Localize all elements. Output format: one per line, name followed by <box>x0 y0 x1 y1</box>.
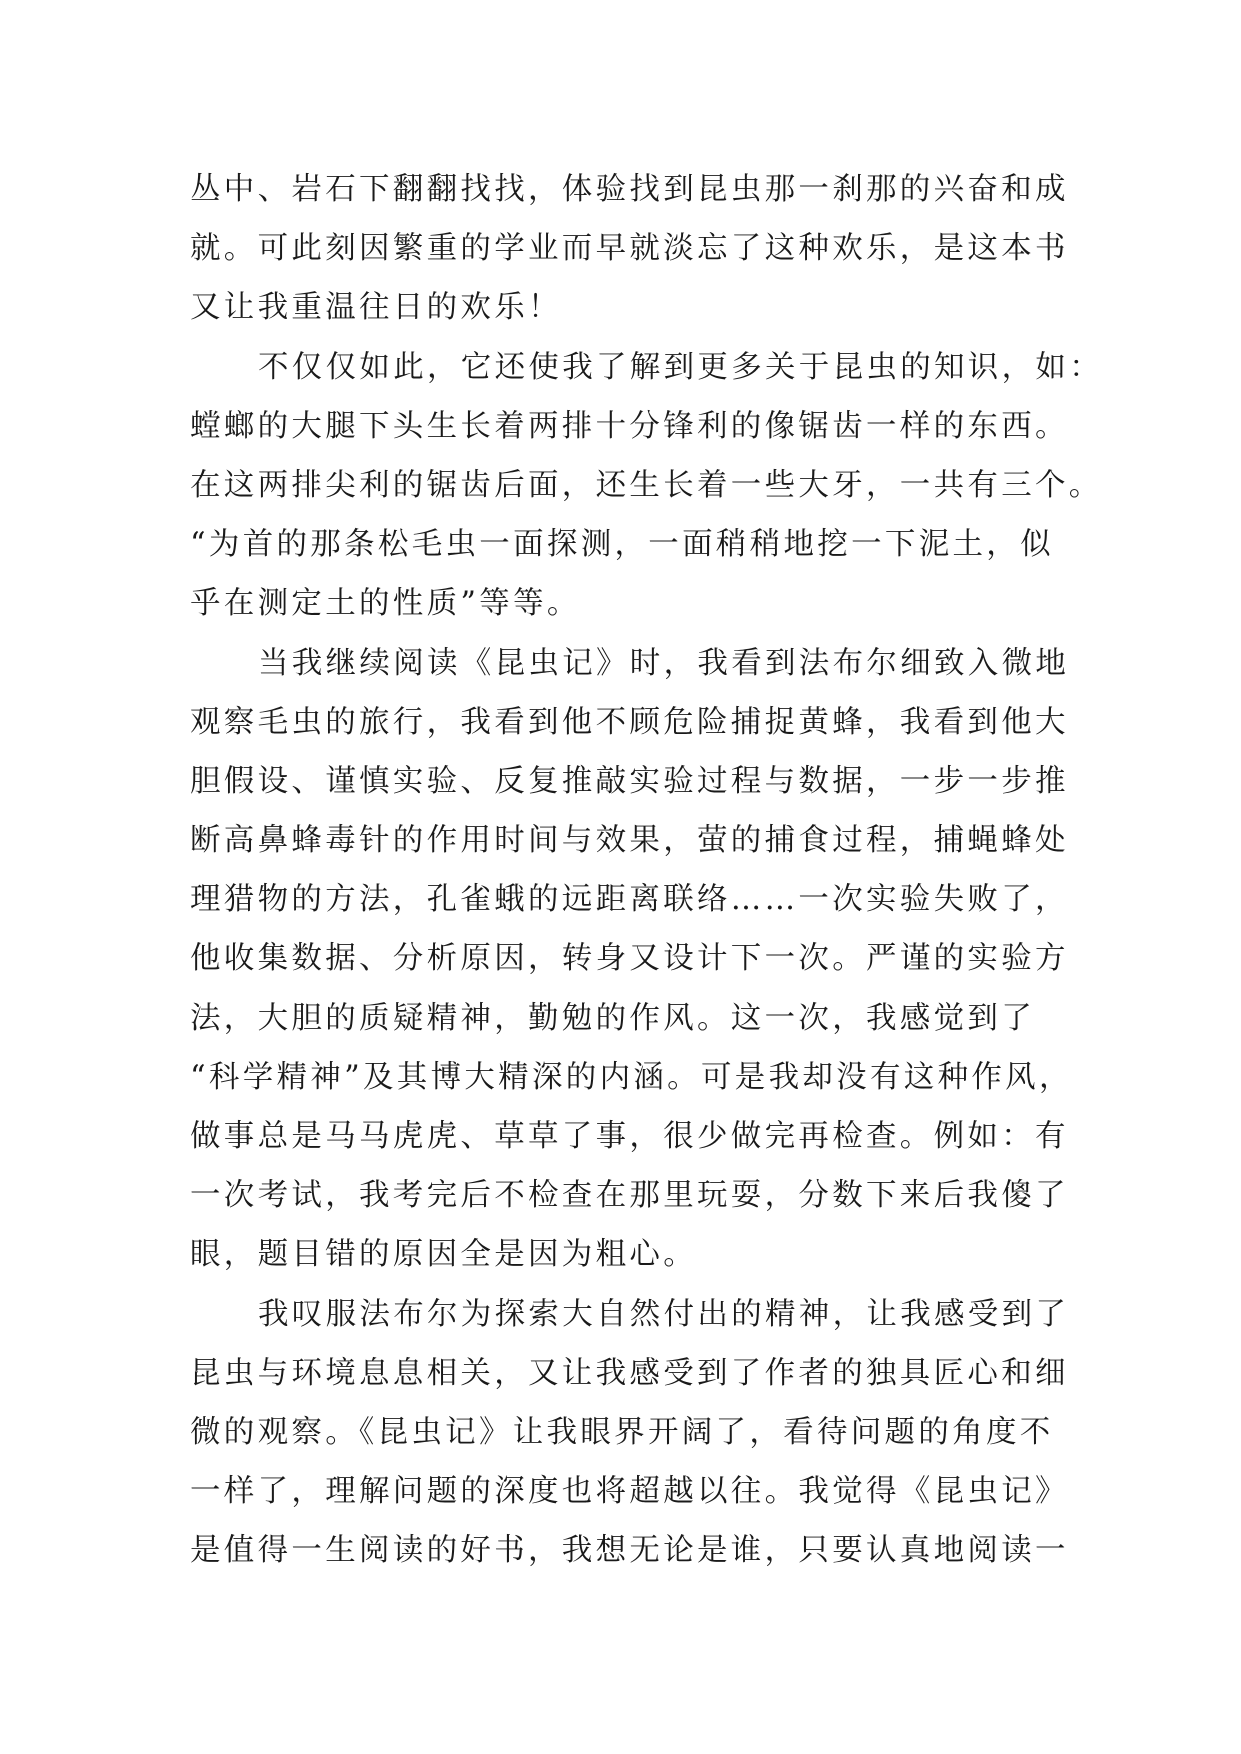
text-line: 是值得一生阅读的好书，我想无论是谁，只要认真地阅读一 <box>190 1533 1069 1569</box>
text-line: 理猎物的方法，孔雀蛾的远距离联络……一次实验失败了， <box>190 882 1069 918</box>
text-line: 胆假设、谨慎实验、反复推敲实验过程与数据，一步一步推 <box>190 763 1069 799</box>
text-line: 乎在测定土的性质”等等。 <box>190 586 581 622</box>
paragraph-first-line: 当我继续阅读《昆虫记》时，我看到法布尔细致入微地 <box>258 645 1070 681</box>
text-line: 在这两排尖利的锯齿后面，还生长着一些大牙，一共有三个。 <box>190 467 1103 503</box>
text-line: 断高鼻蜂毒针的作用时间与效果，萤的捕食过程，捕蝇蜂处 <box>190 823 1069 859</box>
paragraph-first-line: 我叹服法布尔为探索大自然付出的精神，让我感受到了 <box>258 1296 1070 1332</box>
paragraph-first-line: 不仅仅如此，它还使我了解到更多关于昆虫的知识，如： <box>258 349 1103 385</box>
text-line: 眼，题目错的原因全是因为粗心。 <box>190 1237 697 1273</box>
text-line: 一样了，理解问题的深度也将超越以往。我觉得《昆虫记》 <box>190 1474 1069 1510</box>
text-line: 做事总是马马虎虎、草草了事，很少做完再检查。例如：有 <box>190 1119 1069 1154</box>
text-line: 一次考试，我考完后不检查在那里玩耍，分数下来后我傻了 <box>190 1178 1069 1214</box>
text-line: 微的观察。《昆虫记》让我眼界开阔了，看待问题的角度不 <box>190 1414 1054 1450</box>
text-line: “科学精神”及其博大精深的内涵。可是我却没有这种作风， <box>190 1059 1073 1095</box>
text-line: 螳螂的大腿下头生长着两排十分锋利的像锯齿一样的东西。 <box>190 408 1069 444</box>
document-body <box>190 160 1103 1581</box>
text-line: 观察毛虫的旅行，我看到他不顾危险捕捉黄蜂，我看到他大 <box>190 704 1069 740</box>
text-line: 法，大胆的质疑精神，勤勉的作风。这一次，我感觉到了 <box>190 1000 1035 1036</box>
text-line: 就。可此刻因繁重的学业而早就淡忘了这种欢乐，是这本书 <box>190 231 1069 267</box>
text-line: 他收集数据、分析原因，转身又设计下一次。严谨的实验方 <box>190 941 1069 977</box>
text-line: 又让我重温往日的欢乐！ <box>190 290 562 326</box>
text-line: “为首的那条松毛虫一面探测，一面稍稍地挖一下泥土，似 <box>190 527 1054 563</box>
text-line: 昆虫与环境息息相关，又让我感受到了作者的独具匠心和细 <box>190 1355 1069 1391</box>
text-line: 丛中、岩石下翻翻找找，体验找到昆虫那一刹那的兴奋和成 <box>190 172 1069 207</box>
